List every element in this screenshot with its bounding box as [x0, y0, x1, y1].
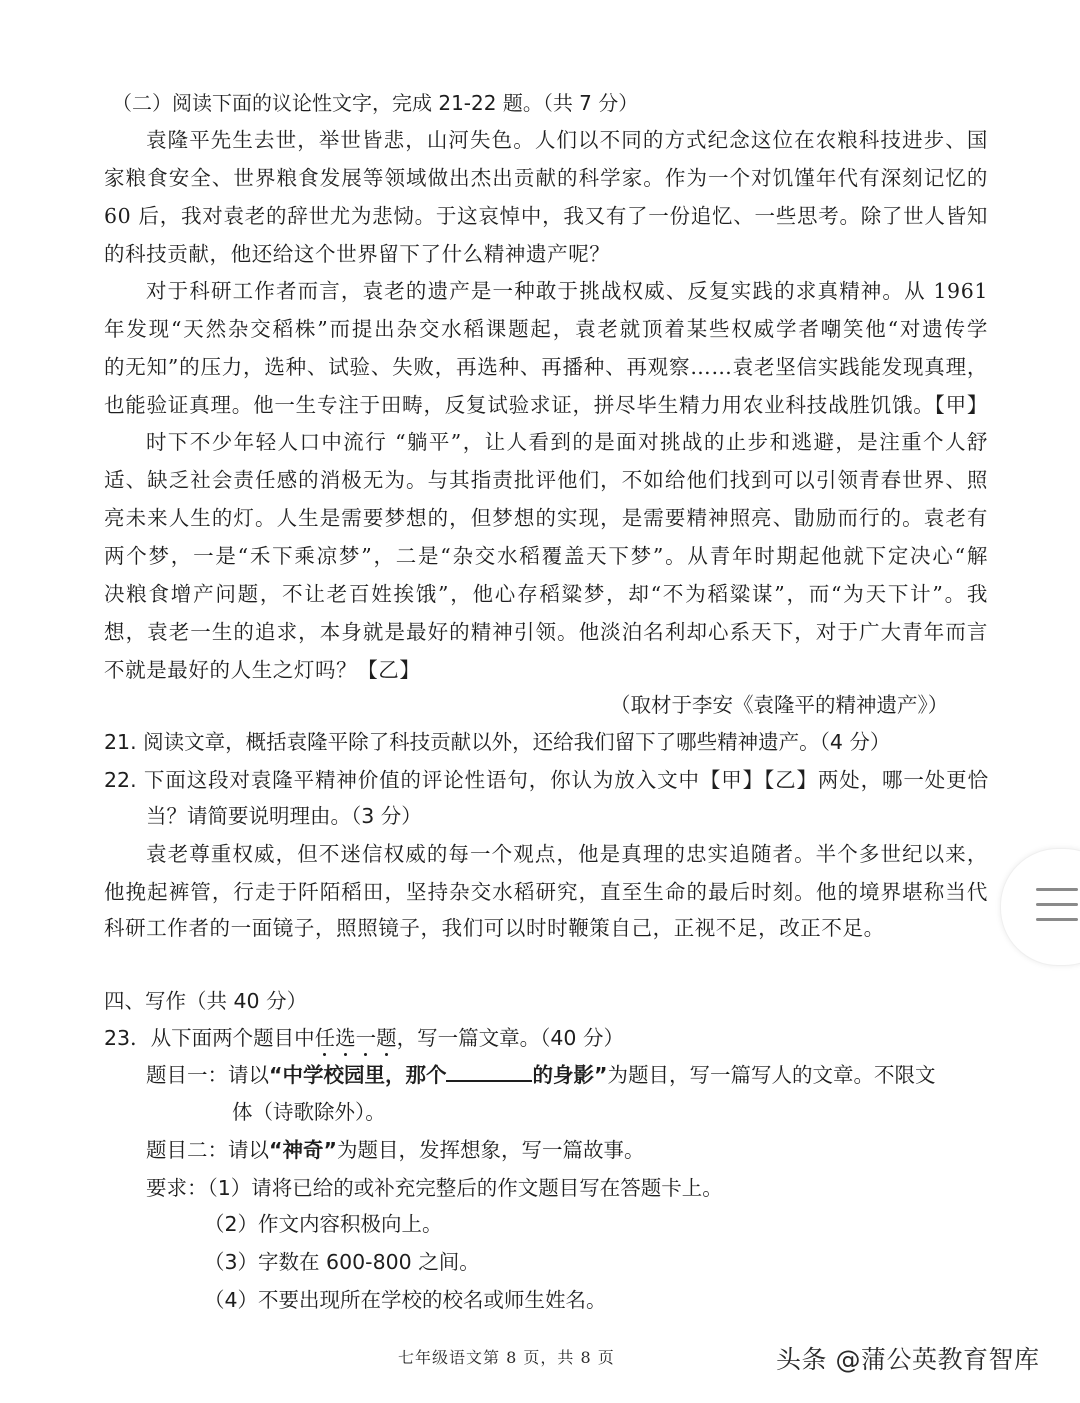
- topic-1-title-b: 的身影: [532, 1063, 594, 1087]
- section-heading-reading: （二）阅读下面的议论性文字，完成 21-22 题。（共 7 分）: [112, 91, 639, 115]
- quote-close: ”: [323, 1138, 337, 1162]
- passage-line: 的科技贡献，他还给这个世界留下了什么精神遗产呢？: [104, 242, 611, 266]
- requirement-item: （4）不要出现所在学校的校名或师生姓名。: [204, 1288, 607, 1312]
- passage-line: 亮未来人生的灯。人生是需要梦想的，但梦想的实现，是需要精神照亮、勖励而行的。袁老有: [104, 506, 988, 530]
- topic-2-label: 题目二：请以: [146, 1138, 269, 1162]
- requirement-item: （2）作文内容积极向上。: [204, 1212, 443, 1236]
- topic-1-title-a: 中学校园里，那个: [282, 1063, 447, 1087]
- quote-open: “: [269, 1138, 283, 1162]
- passage-line: 想，袁老一生的追求，本身就是最好的精神引领。他淡泊名利却心系天下，对于广大青年而言: [104, 620, 988, 644]
- q22-quote-line: 袁老尊重权威，但不迷信权威的每一个观点，他是真理的忠实追随者。半个多世纪以来，: [146, 842, 988, 866]
- q23-suffix: ，写一篇文章。（40 分）: [396, 1026, 624, 1050]
- topic-1-label: 题目一：请以: [146, 1063, 269, 1087]
- question-23: [104, 1023, 624, 1053]
- passage-line: 的无知”的压力，选种、试验、失败，再选种、再播种、再观察……袁老坚信实践能发现真理，: [104, 355, 988, 379]
- passage-line: 时下不少年轻人口中流行 “躺平”，让人看到的是面对挑战的止步和逃避，是注重个人舒: [146, 430, 988, 454]
- topic-2-title: 神奇: [282, 1138, 324, 1162]
- passage-line: 袁隆平先生去世，举世皆悲，山河失色。人们以不同的方式纪念这位在农粮科技进步、国: [146, 128, 988, 152]
- requirements-label: 要求：: [146, 1176, 208, 1200]
- quote-open: “: [269, 1063, 283, 1087]
- requirement-item: （1）请将已给的或补充完整后的作文题目写在答题卡上。: [207, 1176, 723, 1200]
- q22-quote-line: 他挽起裤管，行走于阡陌稻田，坚持杂交水稻研究，直至生命的最后时刻。他的境界堪称当代: [104, 880, 988, 904]
- topic-1-continued: 体（诗歌除外）。: [232, 1100, 386, 1124]
- emphasis-char: 任: [314, 1026, 336, 1050]
- section-heading-writing: 四、写作（共 40 分）: [104, 989, 308, 1013]
- q23-prefix: 23．从下面两个题目中: [104, 1026, 315, 1050]
- passage-line: 也能验证真理。他一生专注于田畴，反复试验求证，拼尽毕生精力用农业科技战胜饥饿。【甲】: [104, 393, 988, 417]
- passage-line: 适、缺乏社会责任感的消极无为。与其指责批评他们，不如给他们找到可以引领青春世界、照: [104, 468, 988, 492]
- passage-line: 两个梦，一是“禾下乘凉梦”，二是“杂交水稻覆盖天下梦”。从青年时期起他就下定决心“解: [104, 544, 988, 568]
- passage-line: 年发现“天然杂交稻株”而提出杂交水稻课题起，袁老就顶着某些权威学者嘲笑他“对遗传学: [104, 317, 988, 341]
- fill-in-blank: [446, 1060, 532, 1082]
- requirement-item: （3）字数在 600-800 之间。: [204, 1250, 480, 1274]
- topic-1-rest: 为题目，写一篇写人的文章。不限文: [607, 1063, 936, 1087]
- passage-line: 不就是最好的人生之灯吗？【乙】: [104, 658, 421, 682]
- question-21: 21. 阅读文章，概括袁隆平除了科技贡献以外，还给我们留下了哪些精神遗产。（4 分）: [104, 730, 891, 754]
- quote-close: ”: [593, 1063, 608, 1087]
- floating-menu-button[interactable]: [1000, 848, 1080, 966]
- passage-line: 家粮食安全、世界粮食发展等领域做出杰出贡献的科学家。作为一个对饥馑年代有深刻记忆的: [104, 166, 988, 190]
- topic-1: [146, 1060, 935, 1090]
- q22-quote-line: 科研工作者的一面镜子，照照镜子，我们可以时时鞭策自己，正视不足，改正不足。: [104, 916, 885, 940]
- emphasis-char: 选: [335, 1026, 356, 1050]
- passage-line: 60 后，我对袁老的辞世尤为悲恸。于这哀悼中，我又有了一份追忆、一些思考。除了世人皆知: [104, 204, 988, 228]
- emphasis-char: 一: [355, 1026, 377, 1050]
- passage-line: 对于科研工作者而言，袁老的遗产是一种敢于挑战权威、反复实践的求真精神。从 1961: [146, 279, 988, 303]
- emphasis-char: 题: [376, 1026, 397, 1050]
- question-22: 22. 下面这段对袁隆平精神价值的评论性语句，你认为放入文中【甲】【乙】两处，哪一处更恰: [104, 768, 988, 792]
- question-22-continued: 当？请简要说明理由。（3 分）: [146, 804, 422, 828]
- topic-2: [146, 1135, 644, 1165]
- topic-2-rest: 为题目，发挥想象，写一篇故事。: [336, 1138, 645, 1162]
- requirements: [146, 1173, 723, 1203]
- passage-line: 决粮食增产问题，不让老百姓挨饿”，他心存稻粱梦，却“不为稻粱谋”，而“为天下计”。我: [104, 582, 988, 606]
- page-footer: 七年级语文第 8 页，共 8 页: [398, 1348, 615, 1367]
- watermark: 头条 @蒲公英教育智库: [776, 1345, 1040, 1374]
- passage-source: （取材于李安《袁隆平的精神遗产》）: [610, 693, 949, 717]
